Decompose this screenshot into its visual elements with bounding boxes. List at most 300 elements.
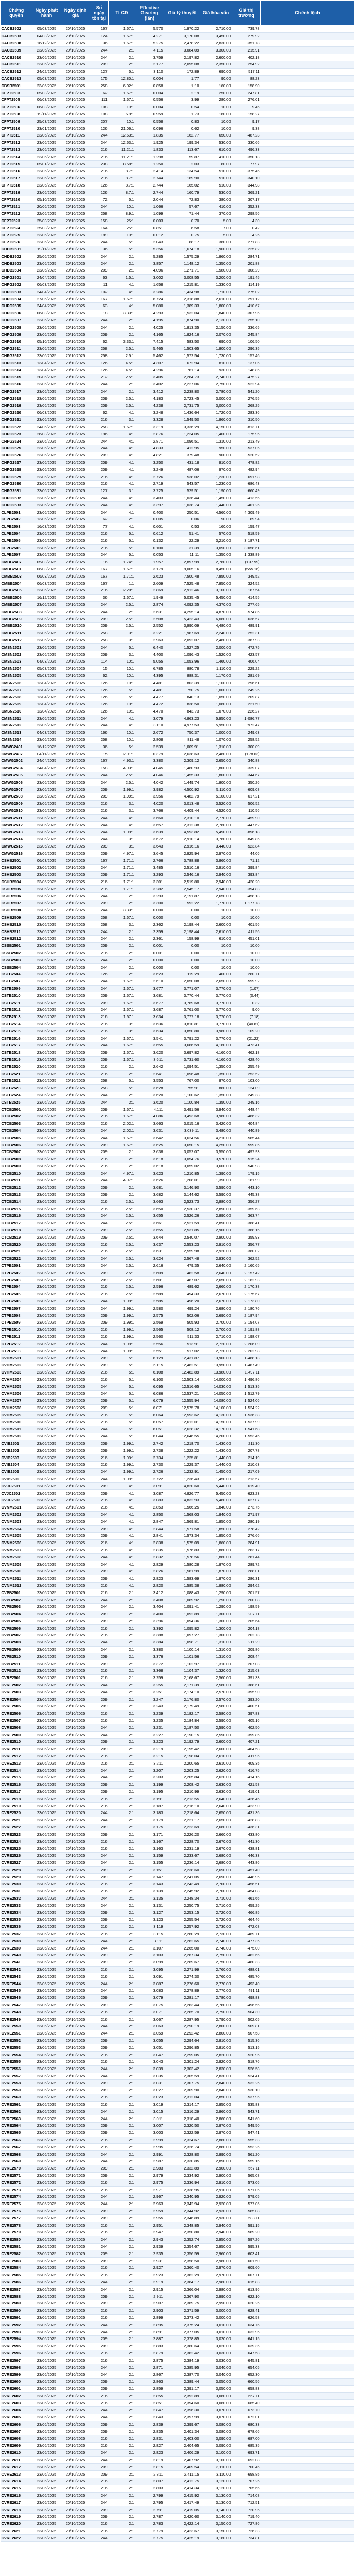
table-cell: 23/06/2025 [32, 964, 61, 971]
table-cell: CVRE2618 [1, 2506, 32, 2514]
table-cell: 3.031 [135, 2080, 164, 2087]
table-cell: 72.83 [164, 196, 200, 204]
table-cell: 0.00 [164, 964, 200, 971]
table-cell: 20/10/2025 [61, 2250, 90, 2258]
table-cell: 23/06/2025 [32, 1234, 61, 1241]
table-cell: 216 [90, 1241, 109, 1248]
table-cell: CHPG2511 [1, 345, 32, 352]
table-cell: 244 [90, 1732, 109, 1739]
table-cell: 244 [90, 1035, 109, 1042]
table-cell: CVRE2578 [1, 2222, 32, 2229]
table-cell: 3.131 [135, 1902, 164, 1909]
table-cell: 21.06:1 [109, 125, 135, 132]
table-cell: 2,790.00 [200, 2009, 232, 2016]
table-cell: 2.5:1 [109, 772, 135, 779]
table-cell: 2.551 [135, 1348, 164, 1355]
table-cell [261, 1404, 354, 1412]
table-cell: 1,208.01 [164, 1177, 200, 1184]
table-cell: 5.00 [200, 232, 232, 239]
table-cell: 23/06/2025 [32, 822, 61, 829]
table-row [1, 1419, 354, 1426]
table-cell: 1.67:1 [109, 566, 135, 573]
table-cell: CMBB2505 [1, 587, 32, 594]
table-row [1, 1987, 354, 1994]
table-cell: 1.99:1 [109, 829, 135, 836]
table-cell: 413.56 [232, 495, 261, 502]
table-cell: 1.71:1 [109, 857, 135, 865]
table-row [1, 1845, 354, 1853]
table-cell: 2,285.70 [164, 2009, 200, 2016]
table-cell: CTCB2522 [1, 1255, 32, 1262]
table-cell: 647.58 [232, 2350, 261, 2357]
table-cell: 209 [90, 1447, 109, 1454]
table-cell: 2,303.42 [164, 2065, 200, 2073]
table-cell: 04/03/2025 [32, 729, 61, 736]
table-cell: 4,520.00 [200, 807, 232, 815]
table-cell: 13/04/2025 [32, 701, 61, 708]
table-cell: 244 [90, 1554, 109, 1561]
table-cell: 2:1 [109, 2464, 135, 2471]
table-cell: 211.30 [232, 1440, 261, 1447]
table-cell: 23/06/2025 [32, 1611, 61, 1618]
table-cell: 1,860.00 [200, 416, 232, 423]
table-cell: 1,094.36 [164, 1618, 200, 1625]
table-cell: CFPT2526 [1, 239, 32, 246]
table-cell [261, 1440, 354, 1447]
table-cell: 2:1 [109, 2293, 135, 2300]
table-row [1, 2421, 354, 2428]
table-cell: 3,480.00 [200, 1127, 232, 1134]
table-cell: 2,670.00 [200, 1291, 232, 1298]
table-cell: 526.58 [232, 2065, 261, 2073]
table-cell: 2,880.00 [200, 2137, 232, 2144]
table-cell: 20/10/2025 [61, 1234, 90, 1241]
table-cell: 2.616 [135, 1262, 164, 1269]
table-cell: 344.67 [232, 772, 261, 779]
table-cell: 3.111 [135, 1938, 164, 1945]
table-cell: 23/06/2025 [32, 1760, 61, 1767]
table-cell: 20/10/2025 [61, 473, 90, 481]
table-cell: 10.00 [200, 125, 232, 132]
table-cell [261, 921, 354, 928]
table-cell [261, 96, 354, 104]
table-cell: CTPB2507 [1, 1305, 32, 1312]
table-cell: 1,095.82 [164, 1625, 200, 1632]
table-cell: 244 [90, 2286, 109, 2293]
table-cell: 23/06/2025 [32, 772, 61, 779]
col-header-market-price: Giá thị trường [232, 1, 261, 26]
table-row [1, 1021, 354, 1028]
table-cell: 209 [90, 2335, 109, 2343]
table-cell [261, 1419, 354, 1426]
table-cell: 216 [90, 1930, 109, 1938]
table-cell: 2:1 [109, 1817, 135, 1824]
table-cell: 6,060.00 [200, 616, 232, 623]
table-cell: 3.611 [135, 1056, 164, 1063]
table-cell: 1,170.00 [200, 672, 232, 680]
table-row [1, 281, 354, 289]
table-cell: 20/10/2025 [61, 1611, 90, 1618]
table-cell: 23/06/2025 [32, 1341, 61, 1348]
table-cell: 23/06/2025 [32, 1063, 61, 1071]
table-cell: 508.12 [164, 1326, 200, 1333]
table-cell: 20/10/2025 [61, 1277, 90, 1284]
table-row [1, 1433, 354, 1440]
table-cell: 20/10/2025 [61, 487, 90, 495]
table-cell: 20/10/2025 [61, 1035, 90, 1042]
table-cell: CVRE2609 [1, 2442, 32, 2449]
table-cell: 4.481 [135, 687, 164, 694]
table-cell: 225.82 [232, 246, 261, 253]
table-cell: 20/10/2025 [61, 1554, 90, 1561]
table-cell: 23/06/2025 [32, 1966, 61, 1973]
table-cell: 2,730.00 [200, 1923, 232, 1930]
table-cell: 4,482.79 [164, 793, 200, 801]
table-cell: CHPG2528 [1, 466, 32, 473]
table-row [1, 2513, 354, 2520]
table-row [1, 1582, 354, 1589]
table-cell: 613.96 [232, 2286, 261, 2293]
table-cell: 2:1 [109, 1938, 135, 1945]
table-cell: CVRE2605 [1, 2414, 32, 2421]
table-cell: 2,610.00 [200, 296, 232, 303]
table-cell: 3,440.00 [200, 843, 232, 850]
table-cell: 2:1 [109, 1980, 135, 1988]
table-cell: 3.623 [135, 971, 164, 978]
table-cell: 2:1 [109, 1916, 135, 1923]
table-cell: 2,326.74 [164, 2144, 200, 2151]
table-cell: 726.33 [232, 2528, 261, 2535]
table-cell: 1.99:1 [109, 1476, 135, 1483]
table-cell: 23/06/2025 [32, 2272, 61, 2279]
table-cell: CTPB2508 [1, 1312, 32, 1319]
table-cell: 3.051 [135, 2044, 164, 2052]
table-cell: 258 [90, 1077, 109, 1084]
table-cell: 2:1 [109, 2158, 135, 2165]
table-cell: 23/06/2025 [32, 1511, 61, 1518]
table-cell [261, 225, 354, 232]
table-cell: 2:1 [109, 2513, 135, 2520]
table-cell: 20/10/2025 [61, 2052, 90, 2059]
table-cell: 2:1 [109, 2321, 135, 2329]
table-cell: 23/06/2025 [32, 1561, 61, 1568]
table-cell: 2:1 [109, 1874, 135, 1881]
table-cell: 520.52 [232, 452, 261, 459]
table-cell [261, 1255, 354, 1262]
table-cell: 1,222.22 [164, 1447, 200, 1454]
table-cell: 5:1 [109, 1084, 135, 1092]
table-cell: 3.368 [135, 1668, 164, 1675]
table-cell: 2,348.85 [164, 2222, 200, 2229]
table-cell: 20/10/2025 [61, 2335, 90, 2343]
table-cell: 2,800.00 [200, 2023, 232, 2030]
table-cell: CLPB2501 [1, 509, 32, 516]
table-cell: 23/06/2025 [32, 1696, 61, 1703]
table-cell: CHPG2529 [1, 473, 32, 481]
table-cell: 3.179 [135, 566, 164, 573]
table-cell: 410.67 [232, 303, 261, 310]
table-cell: CVRE2606 [1, 2421, 32, 2428]
table-cell: 205.64 [232, 1618, 261, 1625]
table-cell: CLPB2507 [1, 551, 32, 558]
table-cell: 1,497.11 [232, 1369, 261, 1376]
table-cell: 2,318.88 [164, 296, 200, 303]
table-cell: CVIB2501 [1, 1440, 32, 1447]
table-row [1, 1674, 354, 1682]
table-cell: 351.78 [232, 40, 261, 47]
table-cell: 63 [90, 274, 109, 281]
table-cell: CVRE2526 [1, 1852, 32, 1859]
table-cell: 2,406.29 [164, 2449, 200, 2456]
table-cell: 727.86 [232, 2520, 261, 2528]
table-row [1, 2428, 354, 2435]
table-cell: 4:1 [109, 466, 135, 473]
table-cell: 244 [90, 253, 109, 260]
table-cell: 05/03/2025 [32, 26, 61, 33]
table-cell: 23/06/2025 [32, 2406, 61, 2414]
table-cell: 404.58 [232, 1745, 261, 1753]
table-cell: 23/06/2025 [32, 466, 61, 473]
table-cell [261, 1838, 354, 1845]
table-cell: 216 [90, 1120, 109, 1127]
table-cell: 2:1 [109, 1611, 135, 1618]
table-cell: 1,840.00 [200, 1511, 232, 1518]
table-row [1, 402, 354, 410]
table-cell: 2,260.29 [164, 1930, 200, 1938]
table-cell: 23/06/2025 [32, 459, 61, 466]
table-row [1, 1539, 354, 1547]
table-row [1, 921, 354, 928]
table-cell: 20/10/2025 [61, 2265, 90, 2272]
table-cell: 3,770.00 [200, 1006, 232, 1013]
table-cell: 2,401.34 [164, 2428, 200, 2435]
table-cell: 2.871 [135, 438, 164, 445]
table-cell: 209 [90, 1184, 109, 1191]
table-cell: 2,415.92 [164, 2492, 200, 2499]
table-cell [261, 658, 354, 665]
table-cell: 1,536.38 [232, 1412, 261, 1419]
table-cell: 23/06/2025 [32, 132, 61, 139]
table-cell: 160.00 [200, 111, 232, 118]
table-cell [261, 1291, 354, 1298]
table-row [1, 1767, 354, 1774]
table-cell: 2,560.00 [200, 1674, 232, 1682]
table-cell: 2,198.44 [164, 928, 200, 936]
table-cell [261, 2520, 354, 2528]
table-cell: 3.195 [135, 1788, 164, 1795]
table-cell: 2,900.00 [200, 1227, 232, 1234]
table-cell: 244 [90, 1348, 109, 1355]
table-cell: 209 [90, 1142, 109, 1149]
table-cell: CVRE2556 [1, 2065, 32, 2073]
table-cell: 23/06/2025 [32, 1127, 61, 1134]
table-cell: 2:1 [109, 317, 135, 324]
table-cell [261, 2272, 354, 2279]
table-cell: 23/06/2025 [32, 1077, 61, 1084]
table-cell: 71.44 [164, 210, 200, 217]
table-cell: 2.927 [135, 2265, 164, 2272]
table-cell: 20/10/2025 [61, 1134, 90, 1142]
table-cell: 14,100.00 [200, 1404, 232, 1412]
table-cell: 20/10/2025 [61, 2435, 90, 2443]
table-cell: 308.29 [232, 267, 261, 275]
table-cell: 3.404 [135, 1603, 164, 1611]
table-cell: 216 [90, 2400, 109, 2407]
table-row [1, 815, 354, 822]
table-cell: 209 [90, 395, 109, 402]
table-cell: 20/10/2025 [61, 1817, 90, 1824]
table-cell: 160.79 [164, 189, 200, 196]
table-cell: 4.5:1 [109, 367, 135, 374]
table-cell: 2,276.60 [164, 1980, 200, 1988]
table-cell: 23/06/2025 [32, 1575, 61, 1582]
table-row [1, 217, 354, 225]
table-cell [261, 473, 354, 481]
table-cell: 2.963 [135, 2200, 164, 2208]
table-cell: 20/10/2025 [61, 1092, 90, 1099]
table-cell: 445.38 [232, 1191, 261, 1198]
table-cell: CVJC2501 [1, 1483, 32, 1490]
table-cell: 538.02 [164, 473, 200, 481]
table-cell: 23/06/2025 [32, 2513, 61, 2520]
table-cell: 20/10/2025 [61, 765, 90, 772]
table-row [1, 907, 354, 914]
table-cell [261, 1973, 354, 1980]
table-row [1, 729, 354, 736]
table-cell [261, 1013, 354, 1021]
table-cell [261, 1412, 354, 1419]
table-cell: 2,850.00 [200, 2094, 232, 2101]
table-cell: 464.46 [232, 1916, 261, 1923]
table-cell: 2,700.00 [200, 1326, 232, 1333]
table-cell [261, 1468, 354, 1476]
table-cell: 1.99:1 [109, 1468, 135, 1476]
table-cell: CVPB2504 [1, 1611, 32, 1618]
table-cell: 2,640.00 [200, 1803, 232, 1810]
table-cell: 5:1 [109, 530, 135, 537]
table-cell: 2,336.94 [164, 2179, 200, 2187]
table-cell: 2,366.04 [164, 2286, 200, 2293]
table-cell: 2,940.00 [200, 2229, 232, 2236]
table-cell [261, 32, 354, 40]
table-cell: 5:1 [109, 1383, 135, 1391]
table-cell: 2,650.00 [200, 758, 232, 765]
table-cell: CACB2502 [1, 26, 32, 33]
table-cell [261, 1938, 354, 1945]
table-cell: 20/10/2025 [61, 886, 90, 893]
table-cell: 20/10/2025 [61, 1291, 90, 1298]
table-cell: 3,788.88 [164, 857, 200, 865]
table-cell: CVRE2593 [1, 2329, 32, 2336]
table-cell: 88.17 [164, 239, 200, 246]
table-row [1, 1980, 354, 1988]
table-cell: 4.296 [135, 367, 164, 374]
table-cell: 571.05 [232, 2187, 261, 2194]
table-cell: 2.585 [135, 1298, 164, 1305]
table-cell: 2,770.00 [200, 815, 232, 822]
table-row [1, 345, 354, 352]
table-cell: 11.21:1 [109, 154, 135, 161]
table-cell: 2,700.00 [200, 1888, 232, 1895]
table-row [1, 2335, 354, 2343]
table-row [1, 338, 354, 346]
table-cell: 2,478.22 [164, 40, 200, 47]
table-cell: 126 [90, 971, 109, 978]
table-cell: CVRE2579 [1, 2229, 32, 2236]
table-cell: 1,860.00 [200, 1554, 232, 1561]
table-cell: 209 [90, 1781, 109, 1788]
table-row [1, 1035, 354, 1042]
table-row [1, 75, 354, 82]
table-cell: 216 [90, 1063, 109, 1071]
table-cell: 2.601 [135, 1277, 164, 1284]
table-row [1, 2485, 354, 2492]
table-cell: 216 [90, 2222, 109, 2229]
table-cell: 209 [90, 2385, 109, 2393]
table-cell: 3.620 [135, 1092, 164, 1099]
table-cell: 3.677 [135, 999, 164, 1007]
table-cell: 1,720.00 [200, 410, 232, 417]
table-row [1, 800, 354, 807]
table-cell: 3.376 [135, 1653, 164, 1660]
table-cell: 1,573.34 [164, 1532, 200, 1539]
table-cell: 9.00 [232, 1006, 261, 1013]
table-cell: 3,960.00 [200, 1028, 232, 1035]
table-cell: 23/06/2025 [32, 1895, 61, 1902]
table-row [1, 772, 354, 779]
table-cell: 20/10/2025 [61, 672, 90, 680]
table-cell: 208.44 [232, 1653, 261, 1660]
table-cell: 650.00 [200, 132, 232, 139]
table-cell: CSTB2519 [1, 1056, 32, 1063]
table-cell: 1.67:1 [109, 999, 135, 1007]
table-cell: 124.09 [232, 1084, 261, 1092]
table-cell: 6.100 [135, 1376, 164, 1383]
table-cell: CVRE2558 [1, 2080, 32, 2087]
table-cell: CFPT2513 [1, 146, 32, 154]
table-cell: 3,010.00 [200, 2329, 232, 2336]
table-cell: 20/10/2025 [61, 1355, 90, 1362]
table-cell: 3.119 [135, 1923, 164, 1930]
table-cell: 14,130.00 [200, 1412, 232, 1419]
table-cell: 2.855 [135, 2393, 164, 2400]
table-cell: 3.681 [135, 992, 164, 999]
table-cell: CMSN2503 [1, 658, 32, 665]
table-cell: 209 [90, 1277, 109, 1284]
table-cell: CMWG2407 [1, 751, 32, 758]
table-cell: 20/10/2025 [61, 32, 90, 40]
table-cell: 714.08 [232, 2492, 261, 2499]
table-cell: 0.75 [164, 232, 200, 239]
table-cell: 10:1 [109, 736, 135, 743]
table-cell: 1,449.74 [164, 779, 200, 786]
table-cell: (1.07) [232, 985, 261, 992]
table-cell: 4:1 [109, 1483, 135, 1490]
table-cell: 1,300.00 [200, 1632, 232, 1639]
table-cell: 585.44 [232, 1134, 261, 1142]
table-cell: 2.726 [135, 473, 164, 481]
table-cell: 20/10/2025 [61, 1156, 90, 1163]
table-cell: 20/10/2025 [61, 822, 90, 829]
table-cell: 1,468.13 [232, 1355, 261, 1362]
table-row [1, 1362, 354, 1369]
table-cell: 12,575.78 [164, 1404, 200, 1412]
table-row [1, 1717, 354, 1724]
table-row [1, 622, 354, 630]
table-cell [261, 1099, 354, 1106]
table-row [1, 1383, 354, 1391]
table-cell: 160.00 [200, 82, 232, 90]
